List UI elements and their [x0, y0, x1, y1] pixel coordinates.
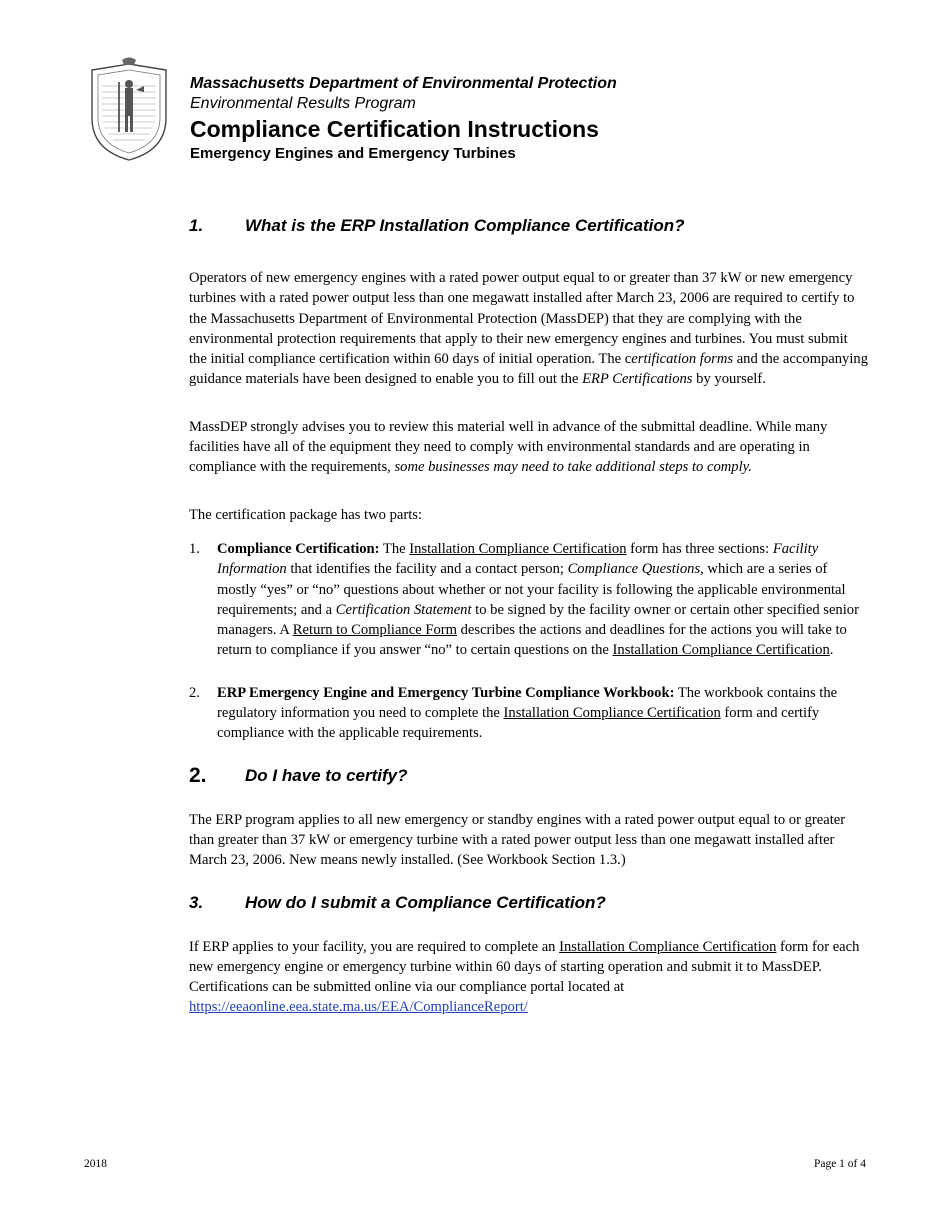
list-item: 1. Compliance Certification: The Installation Compliance Certification form has three sections: Facility Information that identifies the facility and a contact person; Compliance Questions, which are a series of mostly “yes” or “no” questions about whether or not your facility is following the applicable environmental requirements; and a Certification Statement to be signed by the facility owner or certain other specified senior managers. A Return to Compliance Form describes the actions and deadlines for the actions you will take to return to compliance if you answer “no” to certain questions on the Installation Compliance Certification. — [189, 540, 859, 659]
installation-compliance-certification-link[interactable]: Installation Compliance Certification — [409, 540, 627, 557]
paragraph: The ERP program applies to all new emergency or standby engines with a rated power output equal to or greater than greater than 37 kW or emergency turbine with a rated power output less than one megawatt installed after March 23, 2006. New means newly installed. (See Workbook Section 1.3.) — [189, 811, 846, 869]
compliance-portal-link[interactable]: https://eeaonline.eea.state.ma.us/EEA/ComplianceReport/ — [189, 999, 528, 1016]
list-number: 1. — [189, 540, 200, 557]
paragraph: Operators of new emergency engines with a rated power output equal to or greater than 37 kW or new emergency turbines with a rated power output less than one megawatt installed after March 23, 2006 are required to certify to the Massachusetts Department of Environmental Protection (MassDEP) that they are complying with the environmental protection requirements that apply to their new emergency engines and turbines. You must submit the initial compliance certification within 60 days of initial operation. The certification forms and the accompanying guidance materials have been designed to enable you to fill out the ERP Certifications by yourself. — [189, 270, 868, 388]
program-name: Environmental Results Program — [190, 95, 416, 112]
list-number: 2. — [189, 684, 200, 701]
section-title: Do I have to certify? — [245, 765, 408, 785]
section-number: 1. — [189, 216, 204, 235]
footer-year: 2018 — [84, 1158, 107, 1170]
return-to-compliance-form-link[interactable]: Return to Compliance Form — [292, 622, 457, 639]
document-subtitle: Emergency Engines and Emergency Turbines — [190, 145, 516, 162]
footer-page-number: Page 1 of 4 — [813, 1158, 866, 1170]
installation-compliance-certification-link[interactable]: Installation Compliance Certification — [559, 938, 777, 955]
section-title: What is the ERP Installation Compliance Certification? — [245, 216, 685, 235]
paragraph: The certification package has two parts: — [189, 506, 422, 523]
section-3-heading — [189, 893, 869, 921]
item-label: ERP Emergency Engine and Emergency Turbine Compliance Workbook: — [217, 684, 675, 701]
paragraph: MassDEP strongly advises you to review this material well in advance of the submittal deadline. While many facilities have all of the equipment they need to comply with environmental standards and are operating in compliance with the requirements, some businesses may need to take additional steps to comply. — [189, 418, 828, 476]
paragraph: If ERP applies to your facility, you are required to complete an Installation Compliance Certification form for each new emergency engine or emergency turbine within 60 days of starting operation and submit it to MassDEP. Certifications can be submitted online via our compliance portal located at https://eeaonline.eea.state.ma.us/EEA/ComplianceReport/ — [189, 938, 860, 1016]
item-label: Compliance Certification: — [217, 540, 380, 557]
massachusetts-seal-icon — [86, 56, 172, 164]
section-number: 3. — [189, 892, 204, 912]
section-1-heading — [189, 216, 869, 244]
agency-name: Massachusetts Department of Environmental Protection — [190, 75, 617, 92]
list-item: 2. ERP Emergency Engine and Emergency Turbine Compliance Workbook: The workbook contains the regulatory information you need to complete the Installation Compliance Certification form and certify compliance with the applicable requirements. — [189, 684, 838, 742]
document-body — [189, 216, 869, 1018]
section-number: 2. — [189, 763, 207, 787]
document-header — [190, 74, 617, 164]
installation-compliance-certification-link[interactable]: Installation Compliance Certification — [612, 642, 830, 659]
document-title: Compliance Certification Instructions — [190, 116, 599, 142]
installation-compliance-certification-link[interactable]: Installation Compliance Certification — [503, 705, 721, 722]
section-title: How do I submit a Compliance Certification? — [245, 892, 606, 912]
section-2-heading — [189, 763, 869, 794]
